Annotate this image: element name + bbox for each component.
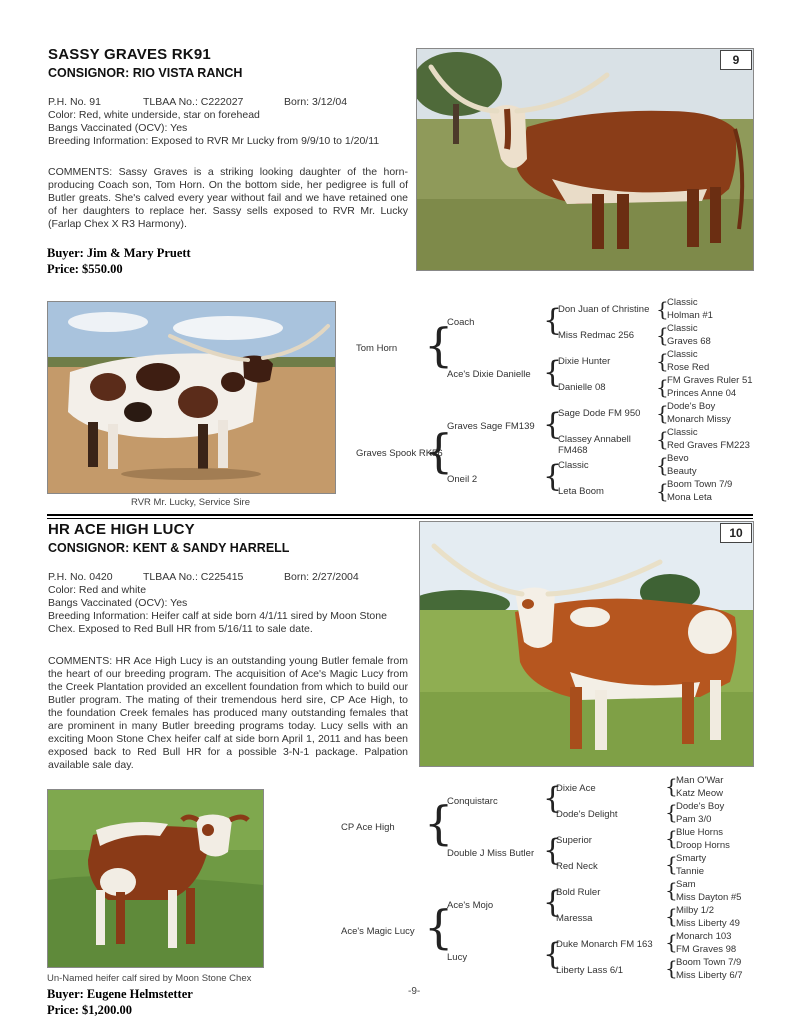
lot10-tlbaa-number: TLBAA No.: C225415 <box>143 571 244 583</box>
lot9-ped-g3: Classey Annabell FM468 <box>558 434 631 456</box>
lot9-ped-g4: Holman #1 <box>667 310 713 321</box>
lot9-ped-g3: Leta Boom <box>558 486 604 497</box>
lot9-title: SASSY GRAVES RK91 <box>48 46 211 63</box>
lot9-ped-g4: Classic <box>667 427 698 438</box>
lot9-ped-g3: Dixie Hunter <box>558 356 611 367</box>
lot10-ped-g3: Duke Monarch FM 163 <box>556 939 653 950</box>
lot10-ped-g4: Man O'War <box>676 775 724 786</box>
lot9-ped-g2: Coach <box>447 317 475 328</box>
brace: { <box>543 407 563 442</box>
lot10-ped-g3: Bold Ruler <box>556 887 601 898</box>
lot9-ped-g4: Classic <box>667 323 698 334</box>
brace: { <box>656 323 669 347</box>
lot10-ped-g4: Katz Meow <box>676 788 723 799</box>
lot9-ped-g4: FM Graves Ruler 51 <box>667 375 753 386</box>
lot10-ped-g3: Liberty Lass 6/1 <box>556 965 624 976</box>
lot9-consignor: CONSIGNOR: RIO VISTA RANCH <box>48 66 243 80</box>
lot9-ped-g4: Bevo <box>667 453 689 464</box>
brace: { <box>665 956 678 980</box>
lot9-ped-g3: Classic <box>558 460 589 471</box>
brace: { <box>424 318 454 372</box>
lot10-calf-photo <box>47 789 264 968</box>
lot9-ped-g4: Mona Leta <box>667 492 712 503</box>
lot10-ped-g3: Dode's Delight <box>556 809 618 820</box>
lot10-ped-g3: Red Neck <box>556 861 598 872</box>
lot9-ped-g2: Oneil 2 <box>447 474 478 485</box>
lot10-ped-g2: Double J Miss Butler <box>447 848 535 859</box>
lot9-ped-dam: Graves Spook RK56 <box>356 448 443 459</box>
lot9-ped-g4: Rose Red <box>667 362 710 373</box>
lot10-ped-g4: FM Graves 98 <box>676 944 737 955</box>
brace: { <box>543 833 563 868</box>
lot10-breeding: Breeding Information: Heifer calf at side born 4/1/11 sired by Moon Stone Chex. Exposed to Red Bull HR from 5/16/11 to sale date. <box>48 610 387 635</box>
lot10-ped-g4: Boom Town 7/9 <box>676 957 742 968</box>
lot9-color: Color: Red, white underside, star on forehead <box>48 109 260 121</box>
brace: { <box>656 375 669 399</box>
brace: { <box>665 930 678 954</box>
lot9-buyer: Buyer: Jim & Mary Pruett <box>47 246 191 260</box>
lot10-ped-g4: Pam 3/0 <box>676 814 712 825</box>
brace: { <box>665 852 678 876</box>
brace: { <box>543 885 563 920</box>
lot9-ped-g4: Monarch Missy <box>667 414 731 425</box>
lot9-breeding: Breeding Information: Exposed to RVR Mr Lucky from 9/9/10 to 1/20/11 <box>48 135 380 147</box>
lot9-info-block <box>48 96 408 148</box>
lot10-born: Born: 2/27/2004 <box>284 571 359 583</box>
lot9-ped-g4: Beauty <box>667 466 697 477</box>
lot9-sire-photo <box>47 301 336 494</box>
lot10-bangs: Bangs Vaccinated (OCV): Yes <box>48 597 188 609</box>
lot10-info-block <box>48 571 408 636</box>
lot10-ped-g4: Tannie <box>676 866 704 877</box>
page-number: -9- <box>408 986 421 997</box>
brace: { <box>665 826 678 850</box>
lot10-ped-g4: Smarty <box>676 853 707 864</box>
brace: { <box>424 424 454 478</box>
lot10-cow-photo <box>419 521 754 767</box>
lot10-ped-g4: Miss Dayton #5 <box>676 892 742 903</box>
lot10-ped-g4: Miss Liberty 6/7 <box>676 970 743 981</box>
lot10-ped-g3: Superior <box>556 835 592 846</box>
brace: { <box>424 900 454 954</box>
lot10-ped-g2: Lucy <box>447 952 468 963</box>
brace: { <box>665 904 678 928</box>
brace: { <box>543 937 563 972</box>
lot9-number-badge: 9 <box>720 50 752 70</box>
lot10-ped-g4: Monarch 103 <box>676 931 732 942</box>
lot10-ped-g2: Ace's Mojo <box>447 900 494 911</box>
brace: { <box>656 453 669 477</box>
lot10-ped-sire: CP Ace High <box>341 822 395 833</box>
brace: { <box>656 349 669 373</box>
lot10-ped-g2: Conquistarc <box>447 796 498 807</box>
lot9-ped-g3: Sage Dode FM 950 <box>558 408 641 419</box>
lot9-ped-g4: Princes Anne 04 <box>667 388 737 399</box>
lot10-title: HR ACE HIGH LUCY <box>48 521 195 538</box>
lot10-calf-caption: Un-Named heifer calf sired by Moon Stone Chex <box>47 973 252 984</box>
section-divider <box>47 518 753 519</box>
lot10-ped-g4: Droop Horns <box>676 840 730 851</box>
lot9-bangs: Bangs Vaccinated (OCV): Yes <box>48 122 188 134</box>
lot10-price: Price: $1,200.00 <box>47 1003 133 1017</box>
brace: { <box>543 459 563 494</box>
lot10-comments: COMMENTS: HR Ace High Lucy is an outstanding young Butler female from the heart of our breeding program. The acquisition of Ace's Magic Lucy from the Creek Plantation provided an excellent foundation from which to build our Butler program. The mating of their tremendous herd sire, CP Ace High, to the foundation Creek females has produced many outstanding females that are prominent in many Butler breeding programs today. Lucy sells with an exciting Moon Stone Chex heifer calf at side born April 1, 2011 and has been exposed back to Red Bull HR for a possible 3-N-1 package. Palpation available sale day. <box>48 655 408 771</box>
lot10-ped-g4: Milby 1/2 <box>676 905 715 916</box>
lot10-ped-g4: Blue Horns <box>676 827 723 838</box>
brace: { <box>656 427 669 451</box>
lot9-sire-caption: RVR Mr. Lucky, Service Sire <box>131 497 250 508</box>
brace: { <box>656 401 669 425</box>
lot9-born: Born: 3/12/04 <box>284 96 348 108</box>
lot9-ped-g4: Boom Town 7/9 <box>667 479 733 490</box>
section-divider <box>47 514 753 516</box>
lot9-ped-g2: Graves Sage FM139 <box>447 421 535 432</box>
lot9-ped-g2: Ace's Dixie Danielle <box>447 369 531 380</box>
brace: { <box>665 878 678 902</box>
lot10-buyer: Buyer: Eugene Helmstetter <box>47 987 193 1001</box>
brace: { <box>424 796 454 850</box>
lot10-ped-g4: Dode's Boy <box>676 801 725 812</box>
lot9-ph-number: P.H. No. 91 <box>48 96 101 108</box>
lot9-ped-g4: Graves 68 <box>667 336 711 347</box>
lot9-tlbaa-number: TLBAA No.: C222027 <box>143 96 244 108</box>
brace: { <box>543 303 563 338</box>
brace: { <box>665 774 678 798</box>
lot10-ph-number: P.H. No. 0420 <box>48 571 113 583</box>
lot10-color: Color: Red and white <box>48 584 147 596</box>
brace: { <box>543 355 563 390</box>
lot9-ped-g4: Classic <box>667 297 698 308</box>
lot10-ped-g4: Miss Liberty 49 <box>676 918 740 929</box>
lot10-ped-dam: Ace's Magic Lucy <box>341 926 415 937</box>
brace: { <box>656 479 669 503</box>
lot9-ped-g4: Classic <box>667 349 698 360</box>
lot9-ped-g4: Red Graves FM223 <box>667 440 750 451</box>
lot9-ped-g4: Dode's Boy <box>667 401 716 412</box>
lot9-cow-photo <box>416 48 754 271</box>
brace: { <box>665 800 678 824</box>
lot10-ped-g4: Sam <box>676 879 696 890</box>
brace: { <box>656 297 669 321</box>
lot10-ped-g3: Dixie Ace <box>556 783 596 794</box>
lot9-comments: COMMENTS: Sassy Graves is a striking looking daughter of the horn-producing Coach son, Tom Horn. On the bottom side, her pedigree is full of Butler greats. She's calved every year without fail and we have retained one of her daughters to replace her. Sassy sells exposed to RVR Mr. Lucky (Farlap Chex X R3 Harmony). <box>48 166 408 230</box>
lot10-ped-g3: Maressa <box>556 913 593 924</box>
lot10-consignor: CONSIGNOR: KENT & SANDY HARRELL <box>48 541 290 555</box>
lot9-ped-sire: Tom Horn <box>356 343 398 354</box>
brace: { <box>543 781 563 816</box>
lot10-number-badge: 10 <box>720 523 752 543</box>
lot9-ped-g3: Danielle 08 <box>558 382 606 393</box>
lot9-ped-g3: Miss Redmac 256 <box>558 330 635 341</box>
lot9-ped-g3: Don Juan of Christine <box>558 304 650 315</box>
lot9-price: Price: $550.00 <box>47 262 123 276</box>
